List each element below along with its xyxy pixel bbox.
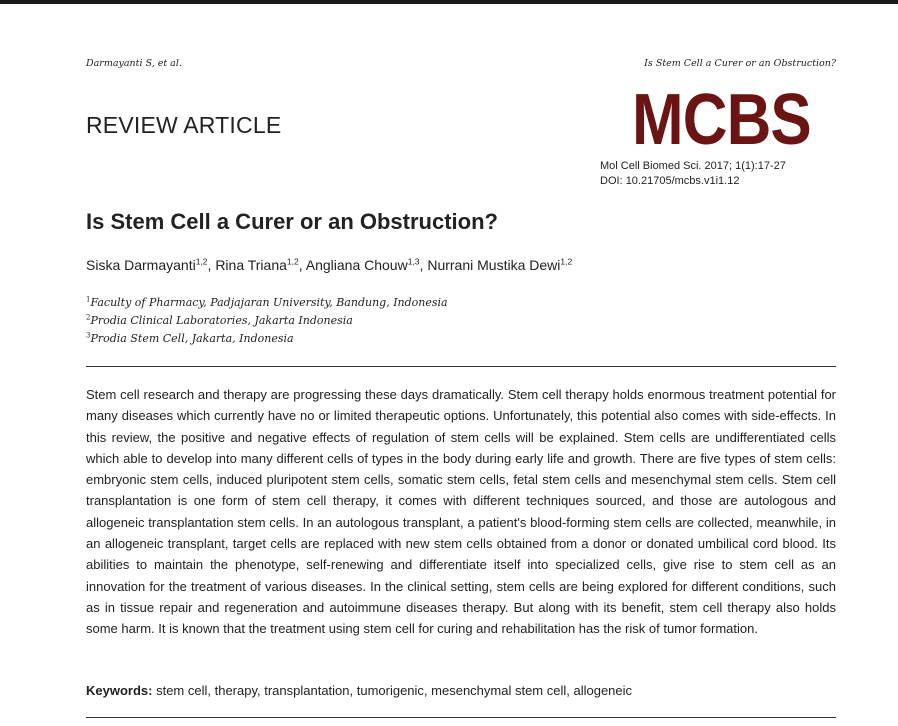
doi-label: DOI: — [600, 175, 623, 187]
affiliation-number: 2 — [86, 313, 91, 322]
article-type-label: REVIEW ARTICLE — [86, 112, 282, 138]
keywords-text: stem cell, therapy, transplantation, tumorigenic, mesenchymal stem cell, allogeneic — [156, 683, 633, 698]
keywords-label: Keywords: — [86, 683, 153, 698]
author-affiliation-marker: 1,2 — [286, 256, 299, 267]
affiliation-list — [86, 294, 448, 348]
running-header-authors: Darmayanti S, et al. — [86, 58, 182, 69]
journal-citation: Mol Cell Biomed Sci. 2017; 1(1):17-27 — [600, 160, 786, 172]
article-title: Is Stem Cell a Curer or an Obstruction? — [86, 209, 498, 234]
abstract-text: Stem cell research and therapy are progressing these days dramatically. Stem cell therapy holds enormous treatment potential for many diseases which currently have no or limited therapeutic options. Unfortunately, this potential also comes with side-effects. In this review, the positive and negative effects of regulation of stem cells will be explained. Stem cells are undifferentiated cells which able to develop into many different cells of types in the body during early life and growth. There are five types of stem cells: embryonic stem cells, induced pluripotent stem cells, somatic stem cells, fetal stem cells and mesenchymal stem cells. Stem cell transplantation is one form of stem cell therapy, it comes with different techniques sourced, and those are autologous and allogeneic transplantation stem cells. In an autologous transplant, a patient's blood-forming stem cells are collected, meanwhile, in an allogeneic transplant, target cells are replaced with new stem cells obtained from a donor or donated umbilical cord blood. Its abilities to maintain the phenotype, self-renewing and differentiate itself into specialized cells, give rise to stem cell as an innovation for the treatment of various diseases. In the clinical setting, stem cells are being explored for different conditions, such as in tissue repair and regeneration and autoimmune diseases therapy. But along with its benefit, stem cell therapy also holds some harm. It is known that the treatment using stem cell for curing and rehabilitation has the risk of tumor formation. — [86, 387, 836, 637]
running-header-title: Is Stem Cell a Curer or an Obstruction? — [644, 58, 836, 69]
journal-citation-block — [600, 159, 786, 189]
author-name: Siska Darmayanti — [86, 257, 196, 273]
affiliation-number: 3 — [86, 331, 91, 340]
author-name: Angliana Chouw — [305, 257, 408, 273]
section-divider-top — [86, 366, 836, 367]
doi-line — [600, 174, 786, 189]
affiliation-text: Prodia Stem Cell, Jakarta, Indonesia — [90, 332, 294, 345]
author-name: Nurrani Mustika Dewi — [427, 257, 561, 273]
journal-logo: MCBS — [632, 80, 811, 160]
affiliation-item — [86, 294, 448, 312]
doi-link[interactable]: 10.21705/mcbs.v1i1.12 — [625, 175, 740, 187]
affiliation-text: Prodia Clinical Laboratories, Jakarta Indonesia — [90, 314, 353, 327]
author-affiliation-marker: 1,2 — [195, 256, 208, 267]
author-name: Rina Triana — [215, 257, 287, 273]
affiliation-item — [86, 312, 448, 330]
affiliation-item — [86, 330, 448, 348]
keywords-line — [86, 683, 632, 698]
affiliation-text: Faculty of Pharmacy, Padjajaran University, Bandung, Indonesia — [90, 296, 448, 309]
author-affiliation-marker: 1,2 — [560, 256, 573, 267]
affiliation-number: 1 — [86, 295, 91, 304]
author-list: Siska Darmayanti$^{1,2}$, Rina Triana$^{1,2}$, Angliana Chouw$^{1,3}$, Nurrani Mustika Dewi$^{1,2}$ — [86, 256, 573, 273]
section-divider-bottom — [86, 717, 836, 718]
author-affiliation-marker: 1,3 — [407, 256, 420, 267]
